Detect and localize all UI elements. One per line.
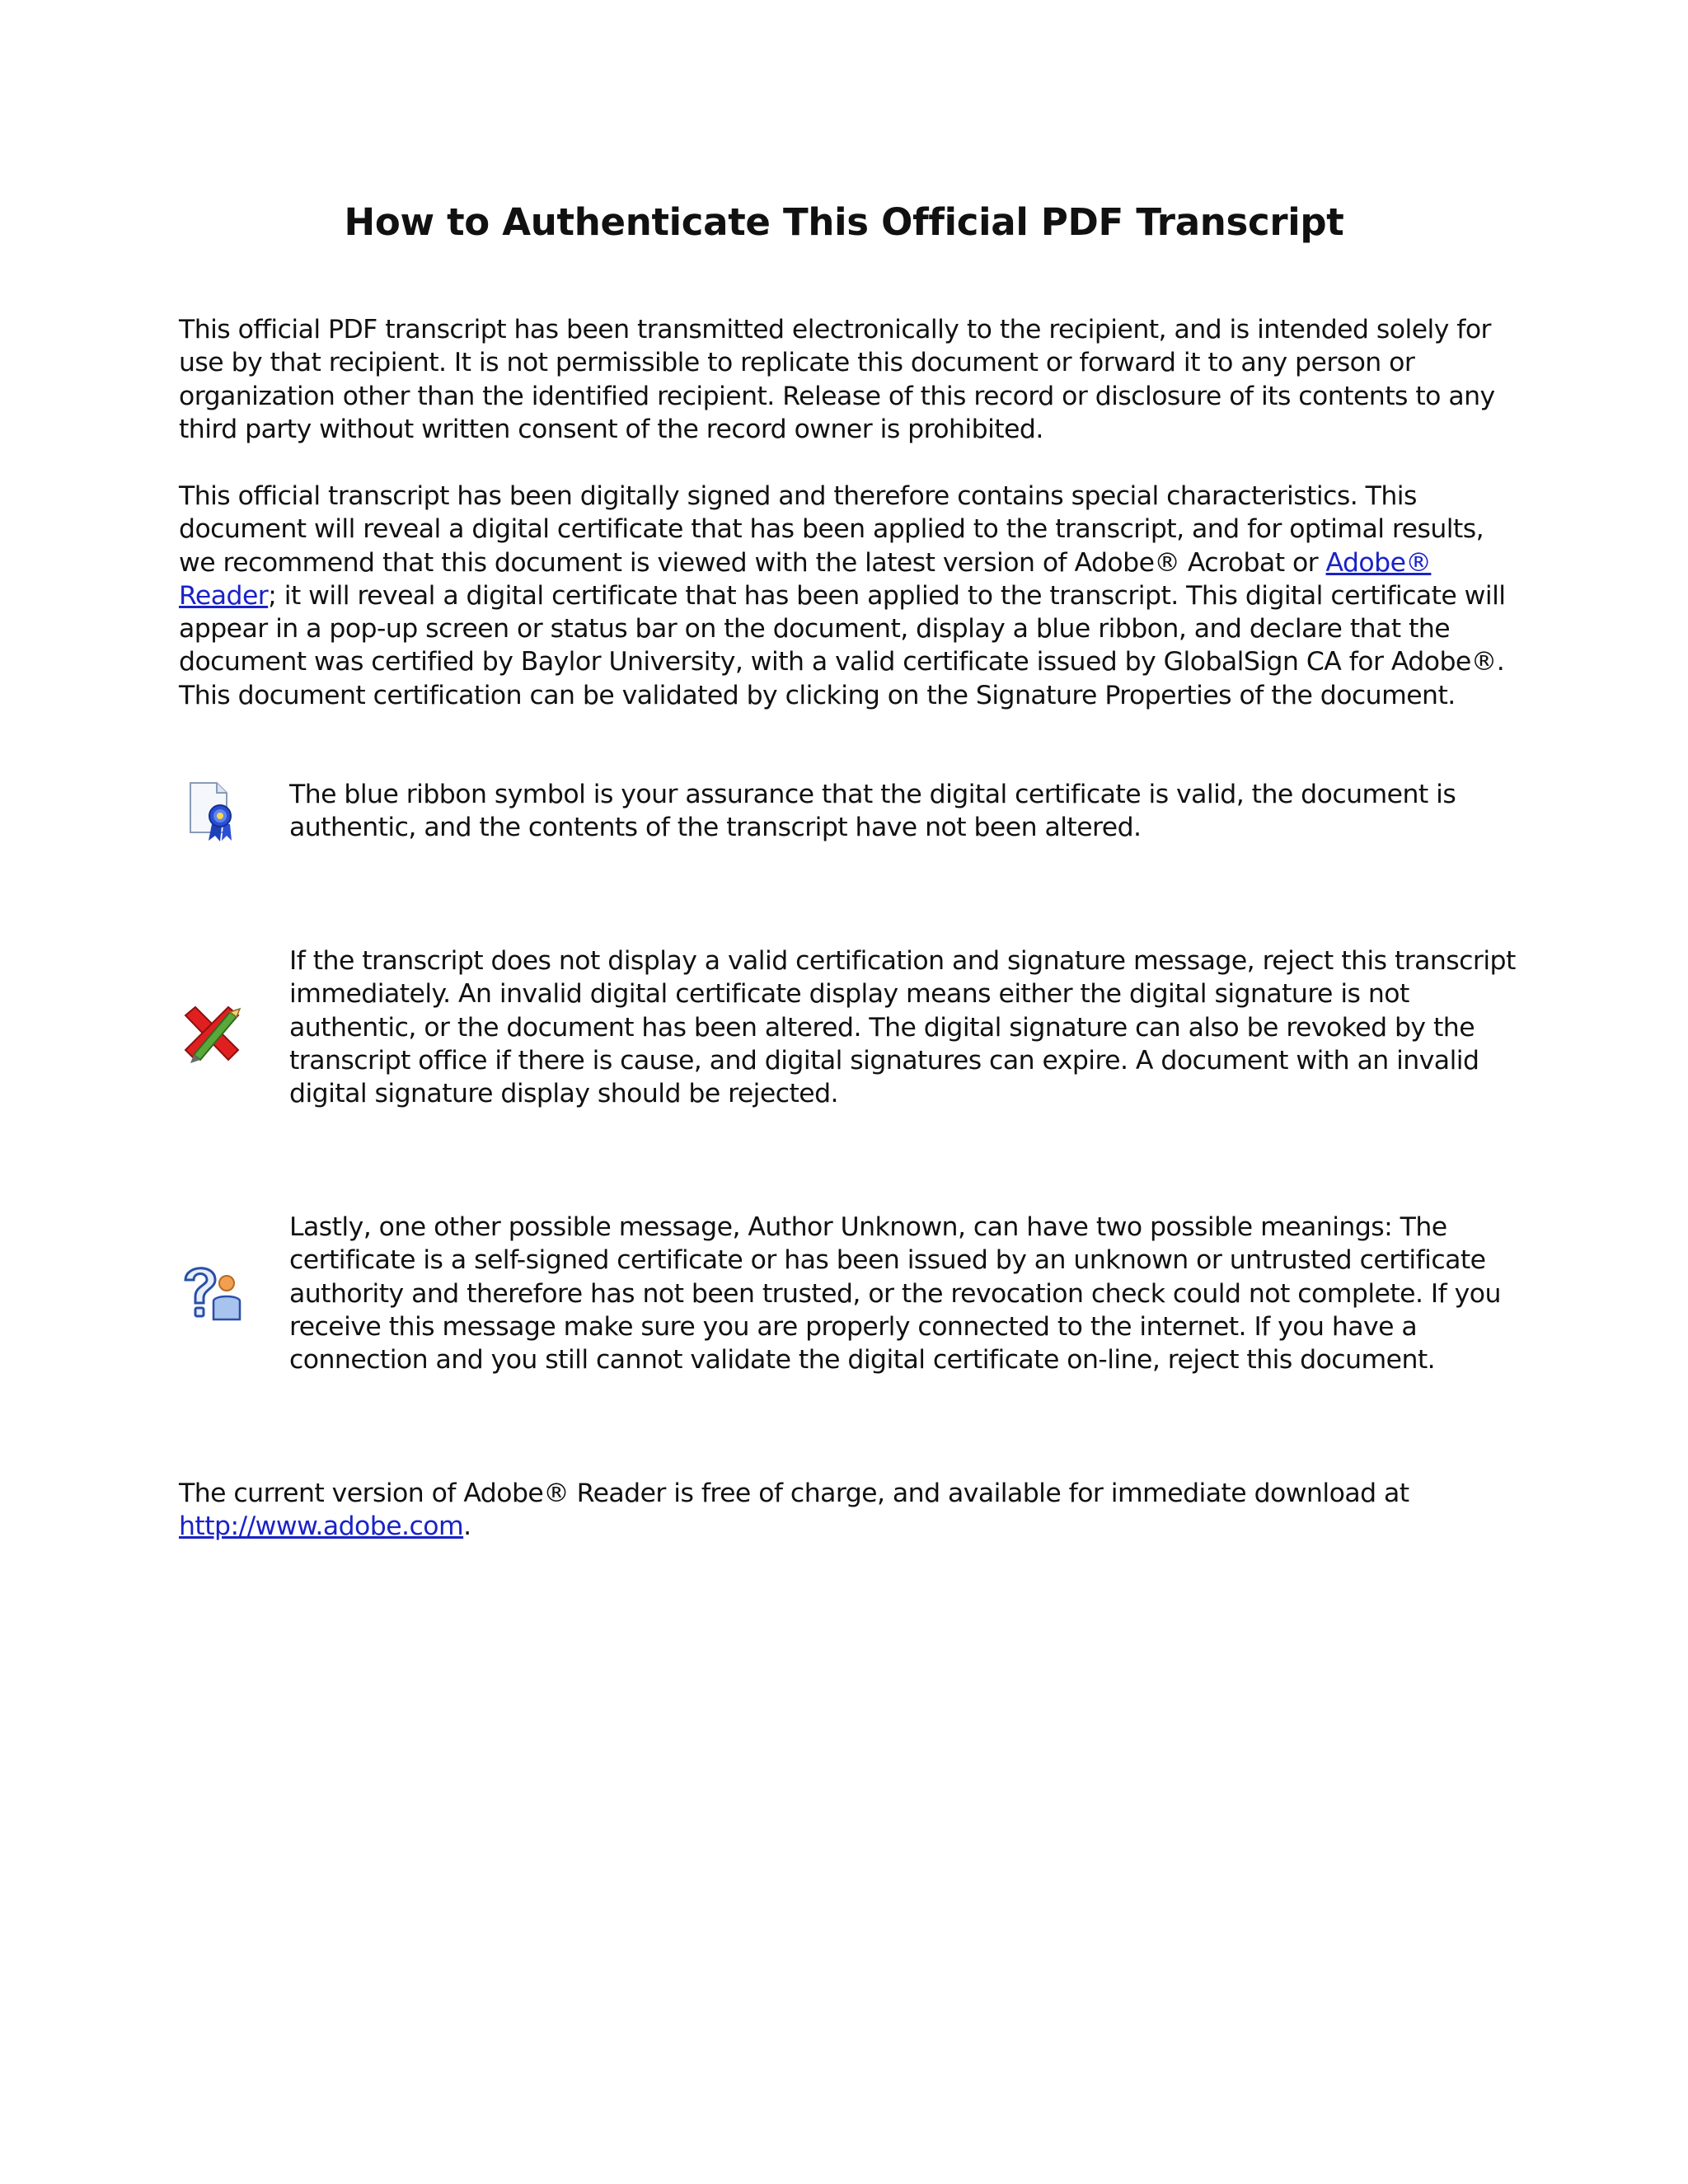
- signature-paragraph: [179, 480, 1518, 712]
- download-trailing: .: [463, 1511, 471, 1542]
- intro-paragraph: This official PDF transcript has been transmitted electronically to the recipient, and is intended solely for use by that recipient. It is not permissible to replicate this document or forward it to any person or organization other than the identified recipient. Release of this record or disclosure of its contents to any third party without written consent of the record owner is prohibited.: [179, 315, 1495, 444]
- signature-paragraph-text-before: This official transcript has been digitally signed and therefore contains special characteristics. This document will reveal a digital certificate that has been applied to the transcript, and for optimal results, we recommend that this document is viewed with the latest version of Adobe® Acrobat or: [179, 481, 1484, 578]
- red-x-pen-icon: [179, 1001, 245, 1066]
- blue-ribbon-certificate-icon: [179, 778, 245, 844]
- author-unknown-text: Lastly, one other possible message, Author Unknown, can have two possible meanings: The certificate is a self-signed certificate or has been issued by an unknown or untrusted certificate authority and therefore has not been trusted, or the revocation check could not complete. If you receive this message make sure you are properly connected to the internet. If you have a connection and you still cannot validate the digital certificate on-line, reject this document.: [289, 1212, 1501, 1376]
- adobe-website-link[interactable]: http://www.adobe.com: [179, 1511, 464, 1542]
- signature-paragraph-text-after: ; it will reveal a digital certificate that has been applied to the transcript. This digital certificate will appear in a pop-up screen or status bar on the document, display a blue ribbon, and declare that the document was certified by Baylor University, with a valid certificate issued by GlobalSign CA for Adobe®. This document certification can be validated by clicking on the Signature Properties of the document.: [179, 580, 1506, 710]
- adobe-reader-link[interactable]: Adobe® Reader: [179, 547, 1432, 611]
- valid-certificate-text: The blue ribbon symbol is your assurance that the digital certificate is valid, the document is authentic, and the contents of the transcript have not been altered.: [289, 780, 1456, 843]
- question-mark-person-icon: [179, 1258, 245, 1324]
- invalid-certificate-text: If the transcript does not display a valid certification and signature message, reject this transcript immediately. An invalid digital certificate display means either the digital signature is not authentic, or the document has been altered. The digital signature can also be revoked by the transcript office if there is cause, and digital signatures can expire. A document with an invalid digital signature display should be rejected.: [289, 946, 1516, 1109]
- download-text: The current version of Adobe® Reader is free of charge, and available for immediate download at: [179, 1479, 1409, 1508]
- download-paragraph: [179, 1477, 1518, 1544]
- page-title: How to Authenticate This Official PDF Transcript: [344, 200, 1344, 244]
